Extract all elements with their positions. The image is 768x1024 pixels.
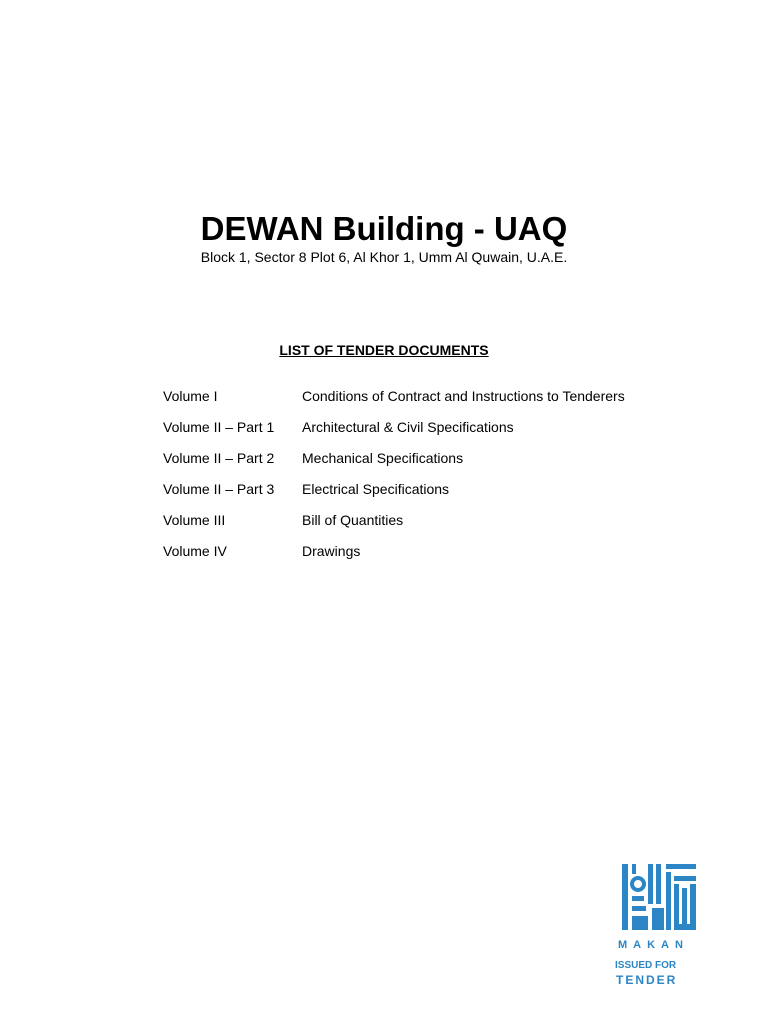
volume-description: Bill of Quantities bbox=[302, 512, 404, 528]
volume-description: Conditions of Contract and Instructions to Tenderers bbox=[302, 388, 625, 404]
volume-description: Mechanical Specifications bbox=[302, 450, 464, 466]
list-item bbox=[163, 511, 683, 542]
volume-description: Architectural & Civil Specifications bbox=[302, 419, 514, 435]
list-item bbox=[163, 542, 683, 573]
volume-label: Volume IV bbox=[163, 543, 227, 559]
volume-label: Volume I bbox=[163, 388, 218, 404]
issued-for-tender-stamp bbox=[612, 860, 702, 990]
volume-label: Volume III bbox=[163, 512, 226, 528]
volume-label: Volume II – Part 3 bbox=[163, 481, 275, 497]
volume-label: Volume II – Part 1 bbox=[163, 419, 275, 435]
volume-description: Drawings bbox=[302, 543, 361, 559]
tender-documents-list bbox=[163, 387, 683, 573]
tender-documents-heading: LIST OF TENDER DOCUMENTS bbox=[279, 342, 489, 358]
list-item bbox=[163, 418, 683, 449]
list-item bbox=[163, 449, 683, 480]
volume-label: Volume II – Part 2 bbox=[163, 450, 275, 466]
stamp-status-line2: TENDER bbox=[616, 973, 678, 987]
volume-description: Electrical Specifications bbox=[302, 481, 450, 497]
stamp-status-line1: ISSUED FOR bbox=[615, 960, 677, 971]
list-item bbox=[163, 480, 683, 511]
project-address: Block 1, Sector 8 Plot 6, Al Khor 1, Umm Al Quwain, U.A.E. bbox=[200, 249, 568, 265]
list-item bbox=[163, 387, 683, 418]
page-title: DEWAN Building - UAQ bbox=[200, 210, 568, 247]
stamp-brand-name: MAKAN bbox=[618, 939, 689, 951]
makan-logo-icon bbox=[612, 860, 702, 936]
